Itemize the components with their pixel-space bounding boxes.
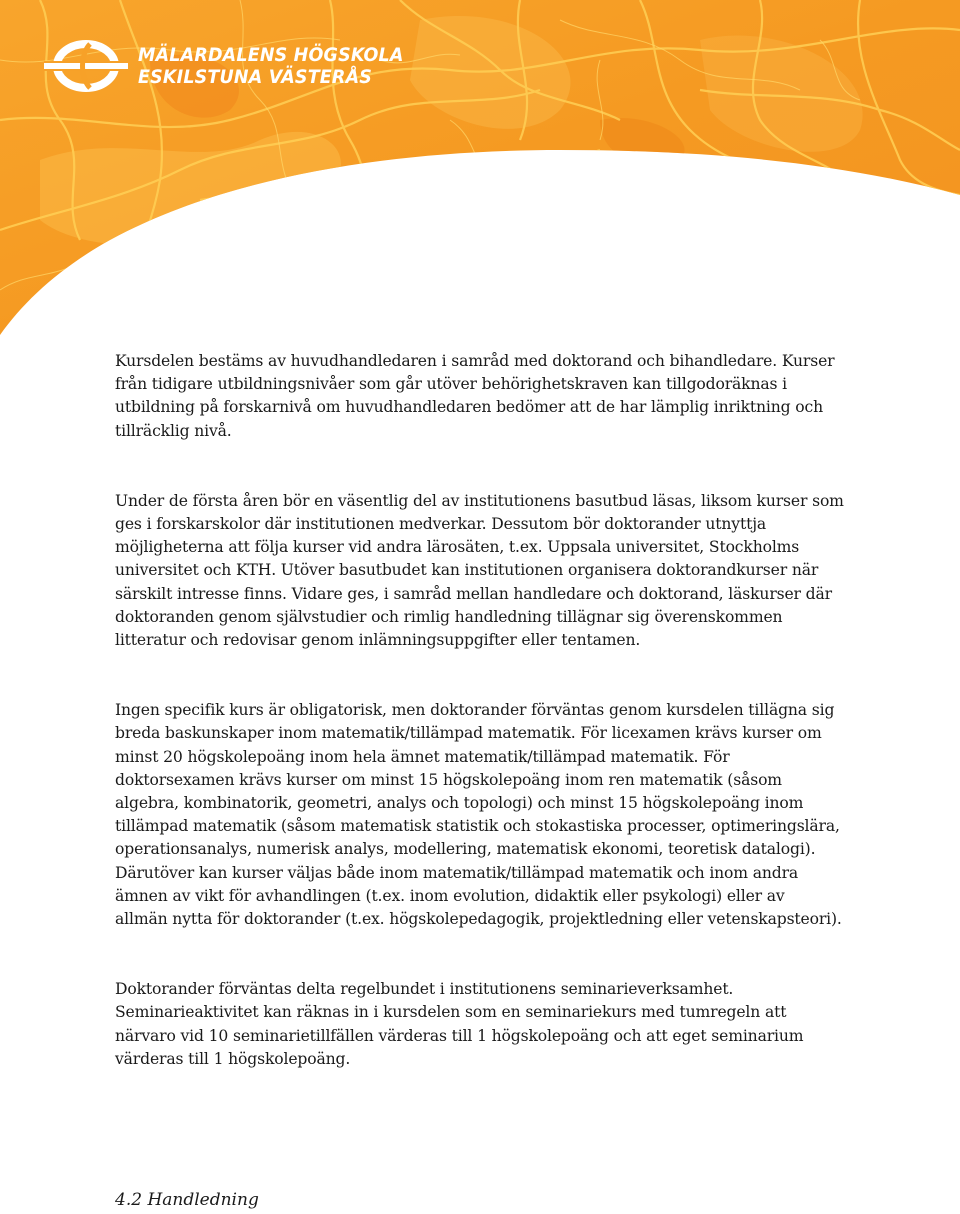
logo-line-2: ESKILSTUNA VÄSTERÅS — [138, 66, 373, 88]
paragraph-seminars: Doktorander förväntas delta regelbundet i institutionens seminarieverksamhet. Seminarieaktivitet kan räknas in i kursdelen som en seminariekurs med tumregeln att närvaro vid 10 seminarietillfällen värderas till 1 högskolepoäng och att eget seminarium värderas till 1 högskolepoäng. — [115, 980, 804, 1068]
logo-text — [138, 44, 404, 88]
paragraph-requirements: Ingen specifik kurs är obligatorisk, men doktorander förväntas genom kursdelen tillägna sig breda baskunskaper inom matematik/tillämpad matematik. För licexamen krävs kurser om minst 20 högskolepoäng inom hela ämnet matematik/tillämpad matematik. För doktorsexamen krävs kurser om minst 15 högskolepoäng inom ren matematik (såsom algebra, kombinatorik, geometri, analys och topologi) och minst 15 högskolepoäng inom tillämpad matematik (såsom matematisk statistik och stokastiska processer, optimeringslära, operationsanalys, numerisk analys, modellering, matematisk ekonomi, teoretisk datalogi). Därutöver kan kurser väljas både inom matematik/tillämpad matematik och inom andra ämnen av vikt för avhandlingen (t.ex. inom evolution, didaktik eller psykologi) eller av allmän nytta för doktorander (t.ex. högskolepedagogik, projektledning eller vetenskapsteori). — [115, 701, 842, 929]
paragraph-first-years: Under de första åren bör en väsentlig del av institutionens basutbud läsas, liksom kurser som ges i forskarskolor där institutionen medverkar. Dessutom bör doktorander utnyttja möjligheterna att följa kurser vid andra lärosäten, t.ex. Uppsala universitet, Stockholms universitet och KTH. Utöver basutbudet kan institutionen organisera doktorandkurser när särskilt intresse finns. Vidare ges, i samråd mellan handledare och doktorand, läskurser där doktoranden genom självstudier och rimlig handledning tillägnar sig överenskommen litteratur och redovisar genom inlämningsuppgifter eller tentamen. — [115, 491, 844, 650]
paragraph-course-part: Kursdelen bestäms av huvudhandledaren i samråd med doktorand och bihandledare. Kurser från tidigare utbildningsnivåer som går utöver behörighetskraven kan tillgodoräknas i utbildning på forskarnivå om huvudhandledaren bedömer att de har lämplig inriktning och tillräcklig nivå. — [115, 352, 835, 440]
section-heading: 4.2 Handledning — [115, 1190, 259, 1210]
header-banner — [0, 0, 960, 340]
logo-line-1: MÄLARDALENS HÖGSKOLA — [138, 44, 404, 66]
university-logo-icon — [44, 40, 128, 92]
body-text — [115, 350, 860, 1071]
university-logo — [44, 40, 427, 92]
